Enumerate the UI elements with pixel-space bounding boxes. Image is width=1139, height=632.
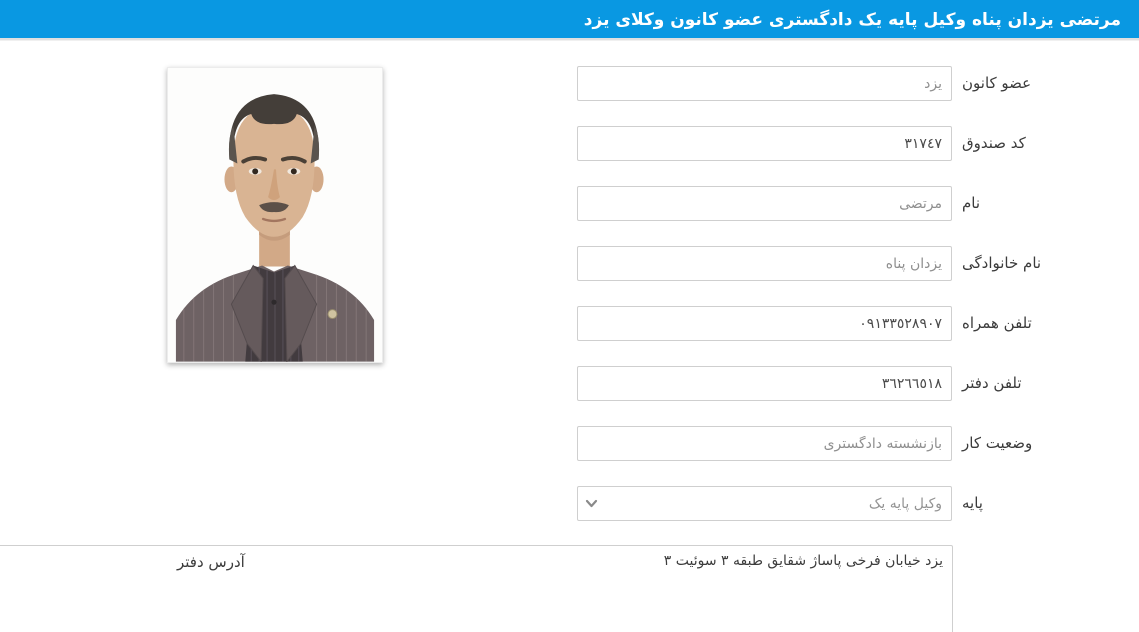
grade-select[interactable]: [577, 486, 952, 521]
member-of-bar-input[interactable]: [577, 66, 952, 101]
field-row-grade: [577, 486, 1139, 521]
fund-code-input[interactable]: [577, 126, 952, 161]
field-row-office-phone: [577, 366, 1139, 401]
field-row-work-status: [577, 426, 1139, 461]
grade-label: پایه: [962, 494, 983, 512]
page-title: مرتضی یزدان پناه وکیل پایه یک دادگستری عضو کانون وکلای یزد: [583, 10, 1121, 30]
portrait-illustration: [168, 68, 382, 362]
office-address-textarea[interactable]: [0, 545, 953, 632]
member-of-bar-label: عضو کانون: [962, 74, 1032, 92]
work-status-input[interactable]: [577, 426, 952, 461]
office-address-label: آدرس دفتر: [177, 553, 245, 571]
lawyer-portrait-photo: [167, 67, 383, 363]
field-row-member-of-bar: [577, 66, 1139, 101]
field-row-last-name: [577, 246, 1139, 281]
first-name-label: نام: [962, 194, 981, 212]
field-row-mobile-phone: [577, 306, 1139, 341]
work-status-label: وضعیت کار: [962, 434, 1033, 452]
last-name-input[interactable]: [577, 246, 952, 281]
last-name-label: نام خانوادگی: [962, 254, 1042, 272]
field-row-first-name: [577, 186, 1139, 221]
office-phone-input[interactable]: [577, 366, 952, 401]
fund-code-label: کد صندوق: [962, 134, 1026, 152]
mobile-phone-input[interactable]: [577, 306, 952, 341]
header-bar: [0, 0, 1139, 40]
mobile-phone-label: تلفن همراه: [962, 314, 1032, 332]
field-row-fund-code: [577, 126, 1139, 161]
first-name-input[interactable]: [577, 186, 952, 221]
office-phone-label: تلفن دفتر: [962, 374, 1022, 392]
field-row-office-address: [0, 545, 1139, 632]
